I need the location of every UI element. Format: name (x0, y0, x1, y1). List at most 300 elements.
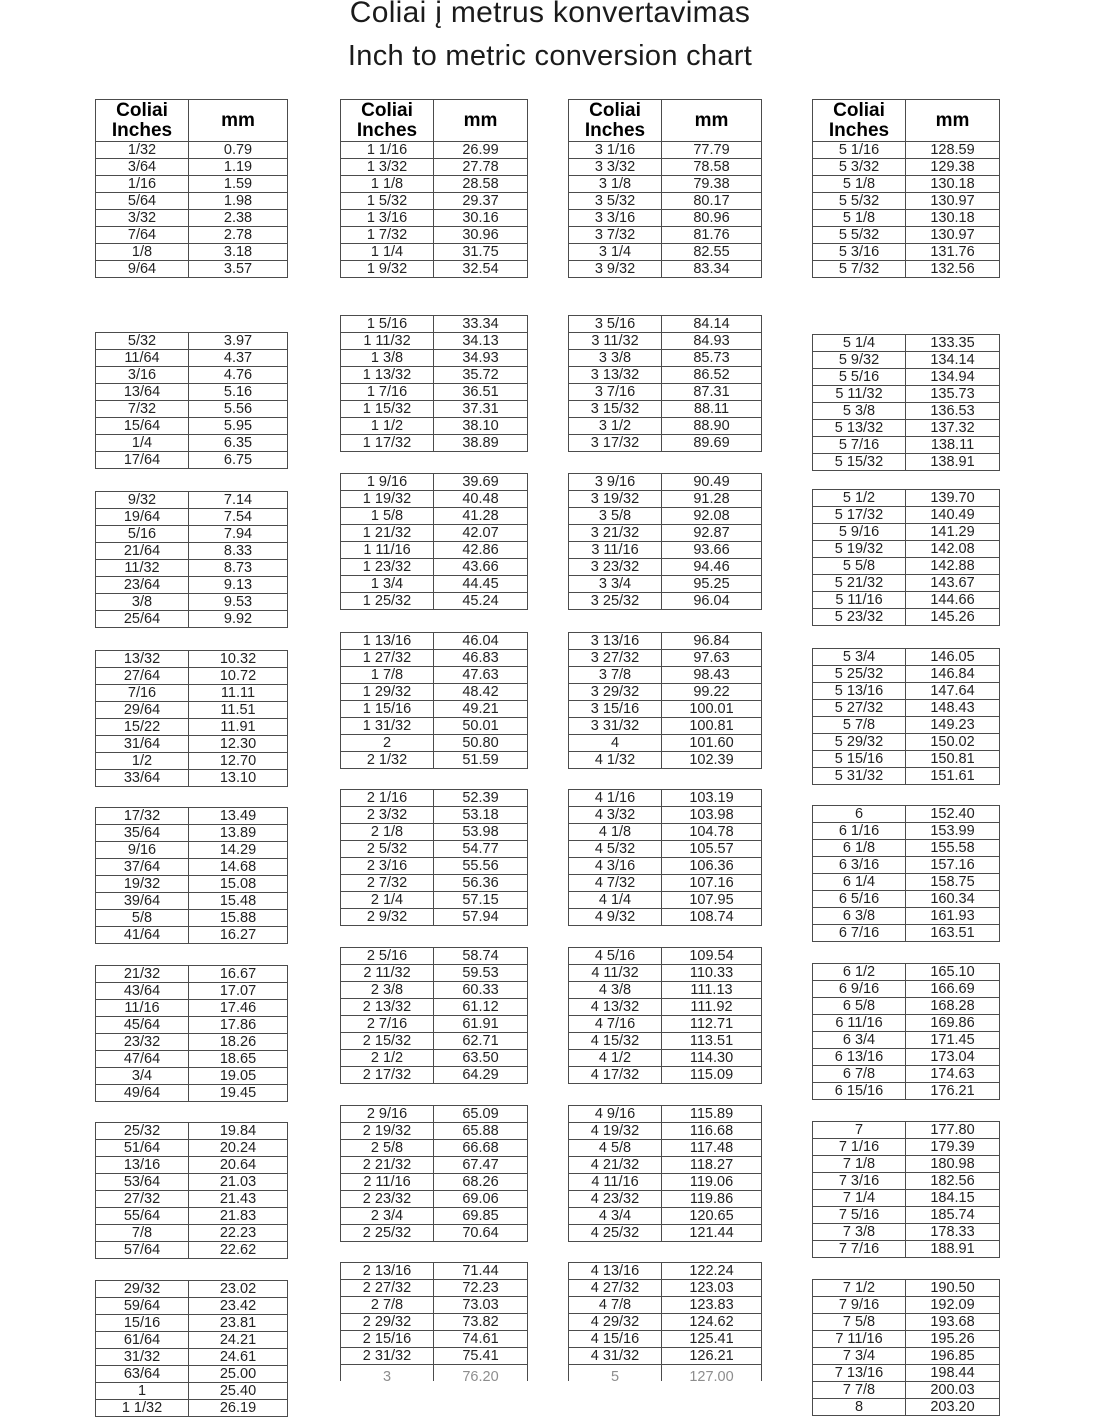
table-row (569, 542, 762, 559)
inches-cell: 43/64 (96, 983, 189, 1000)
mm-cell: 92.87 (662, 525, 762, 542)
header-inches-line2: Inches (584, 119, 646, 141)
mm-cell: 119.06 (662, 1174, 762, 1191)
inches-cell: 1/4 (96, 435, 189, 452)
table-row (569, 1314, 762, 1331)
header-inches-line1: Coliai (116, 99, 168, 121)
mm-cell: 118.27 (662, 1157, 762, 1174)
mm-cell: 5.56 (189, 401, 288, 418)
mm-cell: 53.18 (434, 807, 528, 824)
table-row (813, 998, 1000, 1015)
table-block (812, 1121, 1000, 1258)
table-row (96, 910, 288, 927)
table-block (812, 805, 1000, 942)
mm-cell: 126.21 (662, 1348, 762, 1365)
table-row (569, 1050, 762, 1067)
inches-cell: 5 17/32 (813, 507, 906, 524)
header-inches (569, 100, 662, 142)
table-row (96, 1349, 288, 1366)
inches-cell: 4 9/32 (569, 909, 662, 926)
table-row (569, 999, 762, 1016)
mm-cell: 103.98 (662, 807, 762, 824)
table-row (96, 210, 288, 227)
mm-cell: 114.30 (662, 1050, 762, 1067)
mm-cell: 28.58 (434, 176, 528, 193)
inches-cell: 4 1/4 (569, 892, 662, 909)
mm-cell: 122.24 (662, 1263, 762, 1280)
mm-cell: 19.84 (189, 1123, 288, 1140)
table-row (341, 261, 528, 278)
mm-cell: 152.40 (906, 806, 1000, 823)
table-row (96, 893, 288, 910)
mm-cell: 13.10 (189, 770, 288, 787)
mm-cell: 132.56 (906, 261, 1000, 278)
table-row (341, 435, 528, 452)
mm-cell: 33.34 (434, 316, 528, 333)
inches-cell: 2 15/32 (341, 1033, 434, 1050)
mm-cell: 104.78 (662, 824, 762, 841)
mm-cell: 53.98 (434, 824, 528, 841)
inches-cell: 6 13/16 (813, 1049, 906, 1066)
table-row (569, 367, 762, 384)
table-row (813, 908, 1000, 925)
table-row (96, 770, 288, 787)
table-block (568, 632, 762, 769)
inches-cell: 1 1/2 (341, 418, 434, 435)
mm-cell: 134.94 (906, 369, 1000, 386)
mm-cell: 57.94 (434, 909, 528, 926)
inches-cell: 5 1/16 (813, 142, 906, 159)
table-row (341, 159, 528, 176)
mm-cell: 55.56 (434, 858, 528, 875)
table-row (341, 491, 528, 508)
inches-cell: 5 7/32 (813, 261, 906, 278)
mm-cell: 66.68 (434, 1140, 528, 1157)
table-row (569, 508, 762, 525)
inches-cell: 2 1/4 (341, 892, 434, 909)
table-block (95, 332, 288, 469)
table-row (96, 1315, 288, 1332)
inches-cell: 4 5/16 (569, 948, 662, 965)
inches-cell: 2 19/32 (341, 1123, 434, 1140)
table-row (341, 227, 528, 244)
inches-cell: 2 3/32 (341, 807, 434, 824)
inches-cell: 7/16 (96, 685, 189, 702)
table-row (341, 1263, 528, 1280)
table-row (813, 964, 1000, 981)
table-row (341, 982, 528, 999)
table-row (813, 386, 1000, 403)
table-row (96, 401, 288, 418)
mm-cell: 196.85 (906, 1348, 1000, 1365)
inches-cell: 5 5/16 (813, 369, 906, 386)
mm-cell: 16.27 (189, 927, 288, 944)
table-row (569, 1106, 762, 1123)
mm-cell: 50.01 (434, 718, 528, 735)
inches-cell: 4 3/8 (569, 982, 662, 999)
mm-cell: 85.73 (662, 350, 762, 367)
table-row (569, 807, 762, 824)
mm-cell: 80.17 (662, 193, 762, 210)
mm-cell: 103.19 (662, 790, 762, 807)
table-row (96, 244, 288, 261)
table-block (568, 315, 762, 452)
table-row (341, 1157, 528, 1174)
table-header-row (341, 100, 528, 142)
table-row (813, 874, 1000, 891)
inches-cell: 4 3/32 (569, 807, 662, 824)
table-row (813, 1083, 1000, 1100)
mm-cell: 43.66 (434, 559, 528, 576)
inches-cell: 5 9/32 (813, 352, 906, 369)
mm-cell: 174.63 (906, 1066, 1000, 1083)
mm-cell: 155.58 (906, 840, 1000, 857)
table-row (341, 633, 528, 650)
inches-cell: 6 11/16 (813, 1015, 906, 1032)
inches-cell: 6 7/8 (813, 1066, 906, 1083)
table-block (340, 789, 528, 926)
mm-cell: 87.31 (662, 384, 762, 401)
inches-cell: 1/16 (96, 176, 189, 193)
inches-cell: 5 (569, 1365, 662, 1382)
inches-cell: 1/8 (96, 244, 189, 261)
mm-cell: 142.88 (906, 558, 1000, 575)
inches-cell: 7 7/16 (813, 1241, 906, 1258)
inches-cell: 3 15/32 (569, 401, 662, 418)
mm-cell: 24.61 (189, 1349, 288, 1366)
mm-cell: 25.00 (189, 1366, 288, 1383)
inches-cell: 2 13/16 (341, 1263, 434, 1280)
mm-cell: 81.76 (662, 227, 762, 244)
mm-cell: 57.15 (434, 892, 528, 909)
table-row (813, 683, 1000, 700)
inches-cell: 1 7/8 (341, 667, 434, 684)
mm-cell: 24.21 (189, 1332, 288, 1349)
inches-cell: 27/64 (96, 668, 189, 685)
inches-cell: 3 13/32 (569, 367, 662, 384)
mm-cell: 51.59 (434, 752, 528, 769)
inches-cell: 59/64 (96, 1298, 189, 1315)
inches-cell: 5 11/32 (813, 386, 906, 403)
inches-cell: 3 1/2 (569, 418, 662, 435)
table-row (569, 1365, 762, 1382)
inches-cell: 5 27/32 (813, 700, 906, 717)
inches-cell: 1 15/32 (341, 401, 434, 418)
table-row (569, 858, 762, 875)
inches-cell: 3 7/32 (569, 227, 662, 244)
inches-cell: 5 15/32 (813, 454, 906, 471)
inches-cell: 5/8 (96, 910, 189, 927)
mm-cell: 188.91 (906, 1241, 1000, 1258)
table-row (813, 1365, 1000, 1382)
table-row (569, 1348, 762, 1365)
mm-cell: 69.85 (434, 1208, 528, 1225)
table-row (96, 825, 288, 842)
inches-cell: 9/64 (96, 261, 189, 278)
table-row (96, 509, 288, 526)
table-row (96, 842, 288, 859)
inches-cell: 2 5/8 (341, 1140, 434, 1157)
mm-cell: 92.08 (662, 508, 762, 525)
mm-cell: 171.45 (906, 1032, 1000, 1049)
table-row (813, 369, 1000, 386)
table-row (96, 1157, 288, 1174)
mm-cell: 18.26 (189, 1034, 288, 1051)
inches-cell: 3 5/16 (569, 316, 662, 333)
inches-cell: 2 1/16 (341, 790, 434, 807)
table-row (813, 1382, 1000, 1399)
inches-cell: 2 7/16 (341, 1016, 434, 1033)
table-row (569, 892, 762, 909)
table-row (96, 492, 288, 509)
table-row (813, 541, 1000, 558)
inches-cell: 3 7/8 (569, 667, 662, 684)
mm-cell: 113.51 (662, 1033, 762, 1050)
inches-cell: 11/16 (96, 1000, 189, 1017)
mm-cell: 180.98 (906, 1156, 1000, 1173)
table-row (96, 1191, 288, 1208)
table-block (95, 965, 288, 1102)
inches-cell: 21/64 (96, 543, 189, 560)
inches-cell: 3 21/32 (569, 525, 662, 542)
table-row (569, 982, 762, 999)
table-row (96, 350, 288, 367)
mm-cell: 0.79 (189, 142, 288, 159)
header-inches-line2: Inches (111, 119, 173, 141)
inches-cell: 31/64 (96, 736, 189, 753)
table-row (569, 1140, 762, 1157)
table-row (96, 526, 288, 543)
mm-cell: 41.28 (434, 508, 528, 525)
mm-cell: 46.83 (434, 650, 528, 667)
inches-cell: 6 9/16 (813, 981, 906, 998)
table-row (813, 490, 1000, 507)
table-row (341, 1106, 528, 1123)
inches-cell: 1 5/16 (341, 316, 434, 333)
table-row (569, 841, 762, 858)
header-inches-line2: Inches (356, 119, 418, 141)
table-row (569, 159, 762, 176)
inches-cell: 9/16 (96, 842, 189, 859)
mm-cell: 178.33 (906, 1224, 1000, 1241)
table-block (95, 807, 288, 944)
table-block (95, 1122, 288, 1259)
table-header-block (568, 99, 762, 278)
inches-cell: 3 1/8 (569, 176, 662, 193)
table-row (341, 909, 528, 926)
table-row (569, 333, 762, 350)
table-row (96, 452, 288, 469)
table-row (341, 858, 528, 875)
mm-cell: 150.81 (906, 751, 1000, 768)
table-row (96, 1332, 288, 1349)
inches-cell: 3 1/16 (569, 142, 662, 159)
table-row (569, 193, 762, 210)
inches-cell: 6 1/2 (813, 964, 906, 981)
inches-cell: 3 7/16 (569, 384, 662, 401)
inches-cell: 2 27/32 (341, 1280, 434, 1297)
mm-cell: 148.43 (906, 700, 1000, 717)
inches-cell: 5 7/16 (813, 437, 906, 454)
page-title-english: Inch to metric conversion chart (347, 40, 753, 72)
mm-cell: 143.67 (906, 575, 1000, 592)
table-row (569, 418, 762, 435)
mm-cell: 203.20 (906, 1399, 1000, 1416)
mm-cell: 1.19 (189, 159, 288, 176)
mm-cell: 34.93 (434, 350, 528, 367)
inches-cell: 45/64 (96, 1017, 189, 1034)
mm-cell: 112.71 (662, 1016, 762, 1033)
table-block (340, 1105, 528, 1242)
table-row (569, 1033, 762, 1050)
table-row (569, 350, 762, 367)
inches-cell: 13/32 (96, 651, 189, 668)
table-row (96, 1225, 288, 1242)
mm-cell: 134.14 (906, 352, 1000, 369)
inches-cell: 6 3/16 (813, 857, 906, 874)
table-row (96, 966, 288, 983)
inches-cell: 3 27/32 (569, 650, 662, 667)
table-row (569, 227, 762, 244)
mm-cell: 21.43 (189, 1191, 288, 1208)
table-row (341, 1067, 528, 1084)
mm-cell: 26.19 (189, 1400, 288, 1417)
mm-cell: 177.80 (906, 1122, 1000, 1139)
inches-cell: 5 3/4 (813, 649, 906, 666)
mm-cell: 80.96 (662, 210, 762, 227)
table-row (341, 1365, 528, 1382)
header-inches (813, 100, 906, 142)
mm-cell: 110.33 (662, 965, 762, 982)
mm-cell: 136.53 (906, 403, 1000, 420)
inches-cell: 23/32 (96, 1034, 189, 1051)
inches-cell: 6 1/16 (813, 823, 906, 840)
table-row (96, 753, 288, 770)
inches-cell: 2 17/32 (341, 1067, 434, 1084)
inches-cell: 6 15/16 (813, 1083, 906, 1100)
table-row (341, 508, 528, 525)
inches-cell: 1 1/8 (341, 176, 434, 193)
table-row (813, 823, 1000, 840)
mm-cell: 109.54 (662, 948, 762, 965)
table-row (96, 1140, 288, 1157)
inches-cell: 4 17/32 (569, 1067, 662, 1084)
table-row (569, 593, 762, 610)
mm-cell: 30.16 (434, 210, 528, 227)
inches-cell: 4 13/32 (569, 999, 662, 1016)
mm-cell: 96.04 (662, 593, 762, 610)
table-row (341, 559, 528, 576)
table-row (96, 367, 288, 384)
table-row (341, 650, 528, 667)
mm-cell: 23.81 (189, 1315, 288, 1332)
table-block (568, 1262, 762, 1385)
mm-cell: 58.74 (434, 948, 528, 965)
table-row (96, 1017, 288, 1034)
mm-cell: 8.33 (189, 543, 288, 560)
inches-cell: 3 5/32 (569, 193, 662, 210)
mm-cell: 97.63 (662, 650, 762, 667)
table-row (569, 142, 762, 159)
inches-cell: 29/32 (96, 1281, 189, 1298)
inches-cell: 5 1/8 (813, 210, 906, 227)
inches-cell: 5 5/8 (813, 558, 906, 575)
mm-cell: 79.38 (662, 176, 762, 193)
inches-cell: 3 29/32 (569, 684, 662, 701)
inches-cell: 5 5/32 (813, 193, 906, 210)
mm-cell: 121.44 (662, 1225, 762, 1242)
table-row (96, 193, 288, 210)
inches-cell: 15/22 (96, 719, 189, 736)
header-inches-line1: Coliai (361, 99, 413, 121)
table-row (96, 1085, 288, 1102)
table-row (813, 1331, 1000, 1348)
inches-cell: 1 3/8 (341, 350, 434, 367)
table-row (813, 507, 1000, 524)
mm-cell: 125.41 (662, 1331, 762, 1348)
table-row (341, 667, 528, 684)
inches-cell: 4 7/32 (569, 875, 662, 892)
table-row (341, 1225, 528, 1242)
table-row (341, 948, 528, 965)
table-row (341, 210, 528, 227)
inches-cell: 4 1/16 (569, 790, 662, 807)
table-row (813, 1032, 1000, 1049)
table-row (341, 1174, 528, 1191)
inches-cell: 3/16 (96, 367, 189, 384)
table-row (569, 1016, 762, 1033)
mm-cell: 1.98 (189, 193, 288, 210)
inches-cell: 2 5/16 (341, 948, 434, 965)
inches-cell: 5 13/16 (813, 683, 906, 700)
mm-cell: 26.99 (434, 142, 528, 159)
inches-cell: 25/32 (96, 1123, 189, 1140)
table-block (340, 632, 528, 769)
table-row (569, 1191, 762, 1208)
table-row (569, 824, 762, 841)
mm-cell: 129.38 (906, 159, 1000, 176)
mm-cell: 3.18 (189, 244, 288, 261)
mm-cell: 107.95 (662, 892, 762, 909)
mm-cell: 5.16 (189, 384, 288, 401)
table-row (341, 244, 528, 261)
table-row (341, 718, 528, 735)
mm-cell: 116.68 (662, 1123, 762, 1140)
mm-cell: 17.46 (189, 1000, 288, 1017)
table-row (813, 666, 1000, 683)
mm-cell: 100.81 (662, 718, 762, 735)
table-row (341, 752, 528, 769)
mm-cell: 32.54 (434, 261, 528, 278)
table-row (569, 1225, 762, 1242)
mm-cell: 18.65 (189, 1051, 288, 1068)
inches-cell: 1 11/16 (341, 542, 434, 559)
mm-cell: 123.83 (662, 1297, 762, 1314)
table-row (96, 859, 288, 876)
inches-cell: 1 29/32 (341, 684, 434, 701)
mm-cell: 165.10 (906, 964, 1000, 981)
table-row (341, 593, 528, 610)
mm-cell: 20.64 (189, 1157, 288, 1174)
inches-cell: 9/32 (96, 492, 189, 509)
table-row (341, 1314, 528, 1331)
mm-cell: 38.10 (434, 418, 528, 435)
table-row (96, 808, 288, 825)
table-row (96, 159, 288, 176)
mm-cell: 89.69 (662, 435, 762, 452)
inches-cell: 5 21/32 (813, 575, 906, 592)
inches-cell: 1 7/32 (341, 227, 434, 244)
